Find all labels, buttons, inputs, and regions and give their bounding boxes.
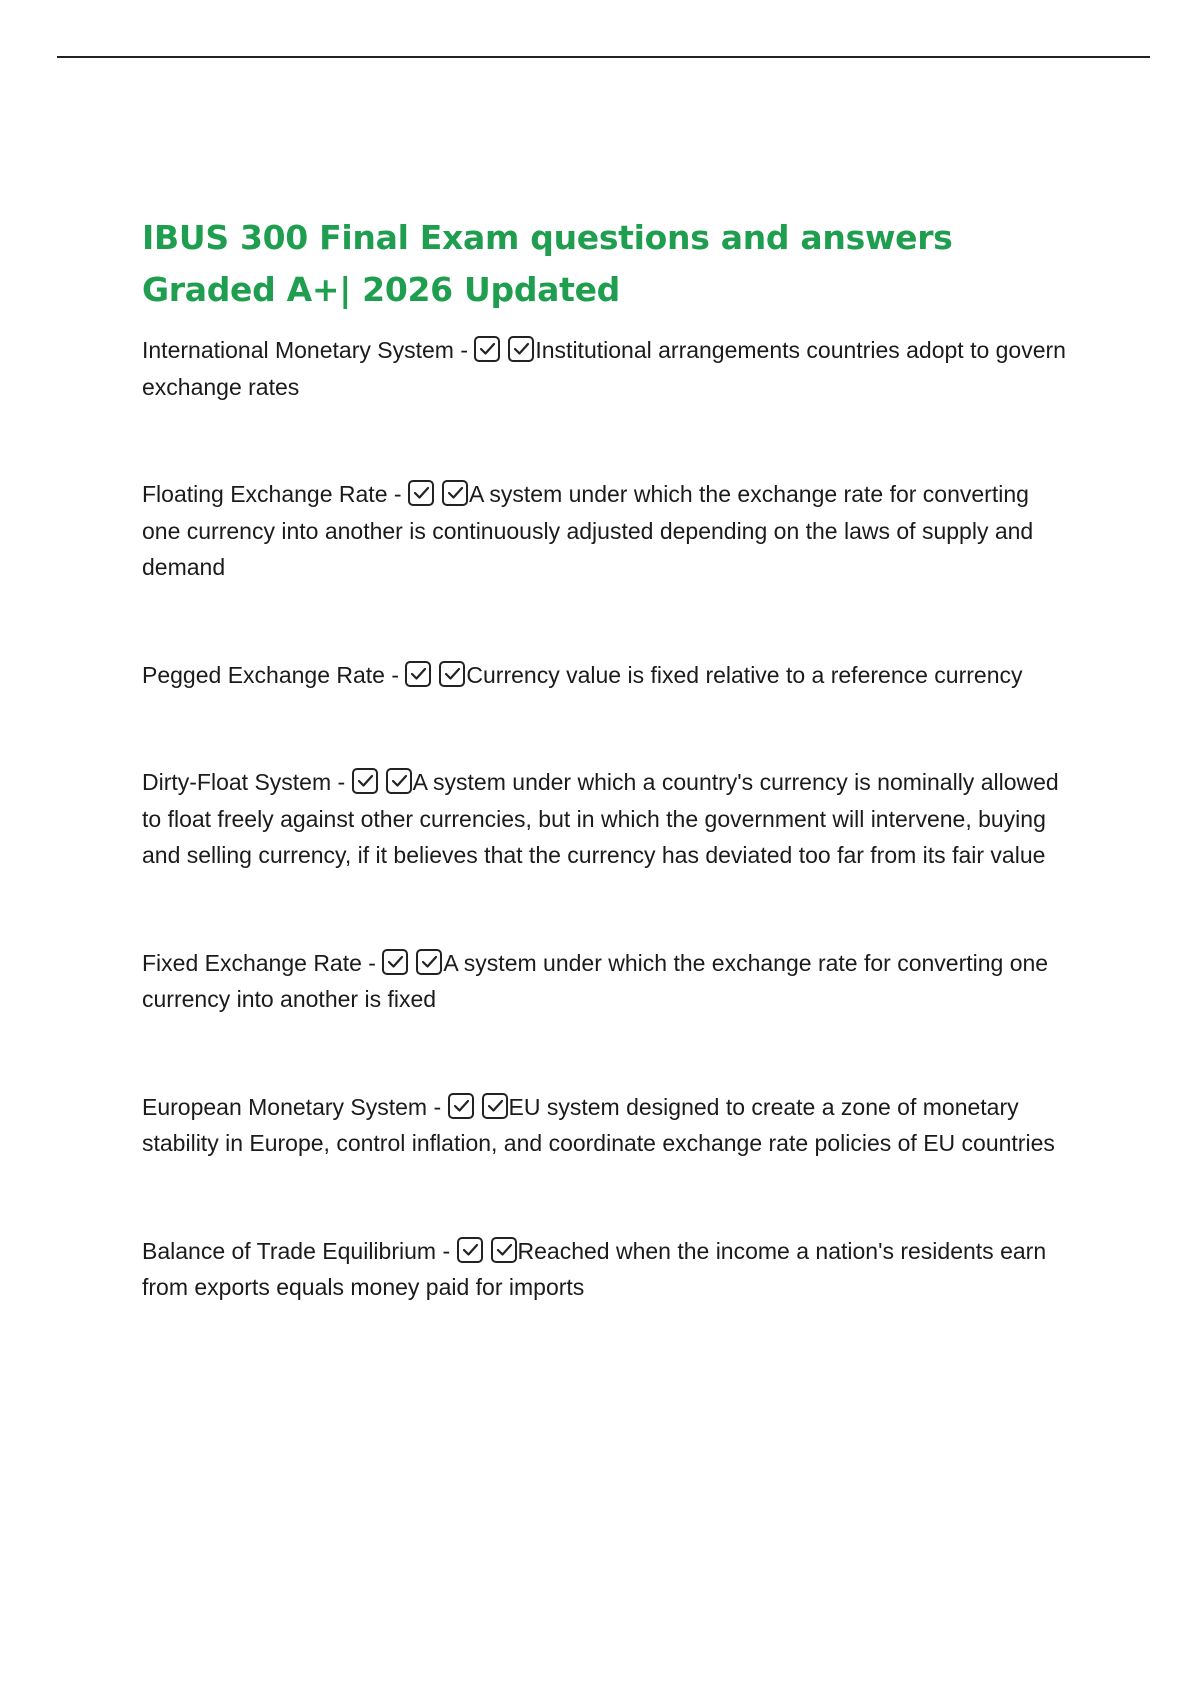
qa-item	[142, 1089, 1072, 1162]
term-label: Dirty-Float System -	[142, 769, 346, 795]
qa-item	[142, 657, 1072, 694]
checkbox-checked-icon	[382, 949, 408, 975]
term-label: European Monetary System -	[142, 1093, 442, 1120]
qa-item	[142, 764, 1072, 874]
checkbox-checked-icon	[408, 480, 434, 506]
term-label: Fixed Exchange Rate -	[142, 949, 376, 976]
definition-text: A system under which a country's currency is nominally allowed to float freely against other currencies, but in which the government will intervene, buying and selling currency, if it believes that the currency has deviated too far from its fair value	[142, 769, 1059, 868]
definition-text: Currency value is fixed relative to a reference currency	[466, 661, 1023, 688]
qa-list	[142, 332, 1072, 1306]
definition-text: Reached when the income a nation's residents earn from exports equals money paid for imports	[142, 1237, 1047, 1300]
document-title: IBUS 300 Final Exam questions and answers Graded A+| 2026 Updated	[142, 218, 953, 309]
definition-text: A system under which the exchange rate for converting one currency into another is continuously adjusted depending on the laws of supply and demand	[142, 481, 1034, 580]
definition-text: EU system designed to create a zone of monetary stability in Europe, control inflation, and coordinate exchange rate policies of EU countries	[142, 1093, 1055, 1156]
qa-item	[142, 1233, 1072, 1306]
document-body	[142, 212, 1072, 1306]
term-label: Floating Exchange Rate -	[142, 481, 402, 507]
header-rule	[57, 56, 1150, 58]
checkbox-checked-icon	[352, 768, 378, 794]
checkbox-checked-icon	[416, 949, 442, 975]
definition-text: A system under which the exchange rate for converting one currency into another is fixed	[142, 949, 1049, 1012]
term-label: Pegged Exchange Rate -	[142, 661, 400, 688]
checkbox-checked-icon	[439, 661, 465, 687]
checkbox-checked-icon	[457, 1237, 483, 1263]
checkbox-checked-icon	[442, 480, 468, 506]
checkbox-checked-icon	[482, 1093, 508, 1119]
checkbox-checked-icon	[474, 336, 500, 362]
definition-text: Institutional arrangements countries adopt to govern exchange rates	[142, 337, 1066, 400]
checkbox-checked-icon	[448, 1093, 474, 1119]
checkbox-checked-icon	[491, 1237, 517, 1263]
term-label: Balance of Trade Equilibrium -	[142, 1237, 451, 1264]
qa-item	[142, 476, 1072, 586]
checkbox-checked-icon	[386, 768, 412, 794]
qa-item	[142, 945, 1072, 1018]
checkbox-checked-icon	[508, 336, 534, 362]
checkbox-checked-icon	[405, 661, 431, 687]
qa-item	[142, 332, 1072, 405]
term-label: International Monetary System -	[142, 337, 468, 363]
